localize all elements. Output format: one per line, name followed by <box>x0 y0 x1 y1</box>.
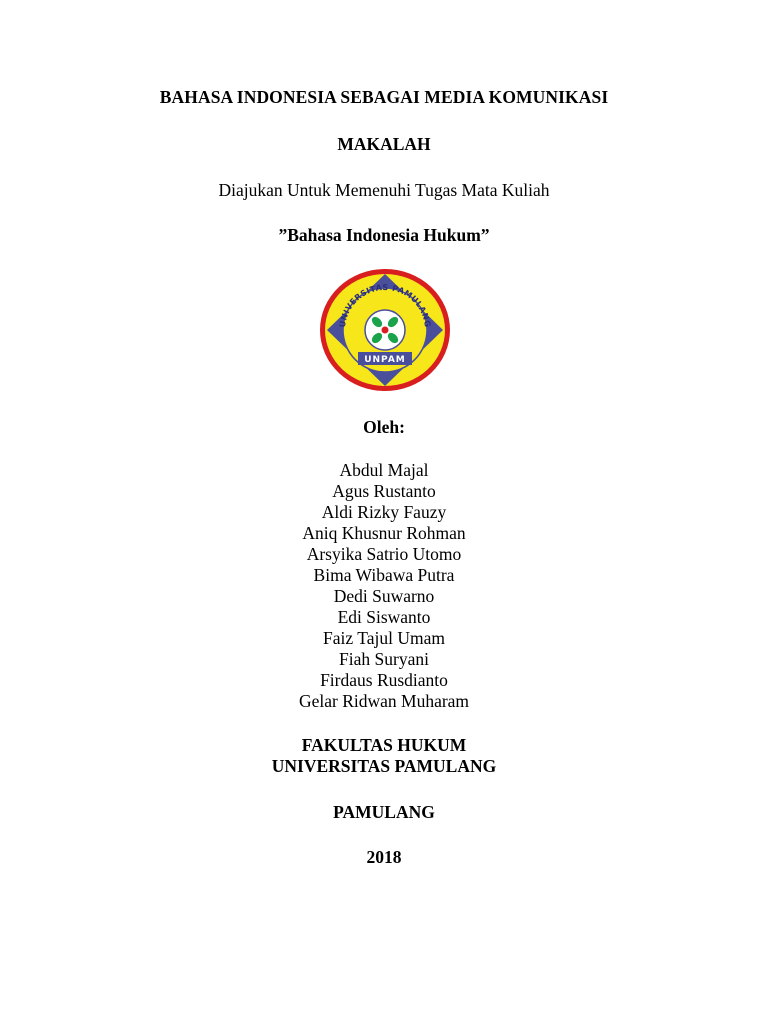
faculty-name: FAKULTAS HUKUM <box>301 735 467 755</box>
logo-banner-text: UNPAM <box>364 355 406 365</box>
university-name: UNIVERSITAS PAMULANG <box>271 756 497 776</box>
author-name: Edi Siswanto <box>337 607 431 627</box>
city-name: PAMULANG <box>333 802 435 822</box>
author-name: Aldi Rizky Fauzy <box>321 502 447 522</box>
author-list <box>0 460 768 712</box>
author-name: Bima Wibawa Putra <box>313 565 455 585</box>
logo-ring-text: UNIVERSITAS PAMULANG <box>337 282 433 328</box>
submission-purpose: Diajukan Untuk Memenuhi Tugas Mata Kuliah <box>218 180 550 200</box>
course-name: ”Bahasa Indonesia Hukum” <box>278 225 490 245</box>
university-logo-icon <box>318 268 452 392</box>
year: 2018 <box>366 847 402 867</box>
author-name: Abdul Majal <box>339 460 429 480</box>
author-name: Firdaus Rusdianto <box>320 670 448 690</box>
document-type: MAKALAH <box>337 134 431 154</box>
authors-label: Oleh: <box>363 417 405 437</box>
author-name: Faiz Tajul Umam <box>323 628 445 648</box>
author-name: Arsyika Satrio Utomo <box>306 544 462 564</box>
author-name: Gelar Ridwan Muharam <box>298 691 470 711</box>
author-name: Fiah Suryani <box>339 649 429 669</box>
author-name: Agus Rustanto <box>332 481 436 501</box>
document-title: BAHASA INDONESIA SEBAGAI MEDIA KOMUNIKASI <box>159 87 609 107</box>
author-name: Aniq Khusnur Rohman <box>302 523 466 543</box>
author-name: Dedi Suwarno <box>333 586 435 606</box>
